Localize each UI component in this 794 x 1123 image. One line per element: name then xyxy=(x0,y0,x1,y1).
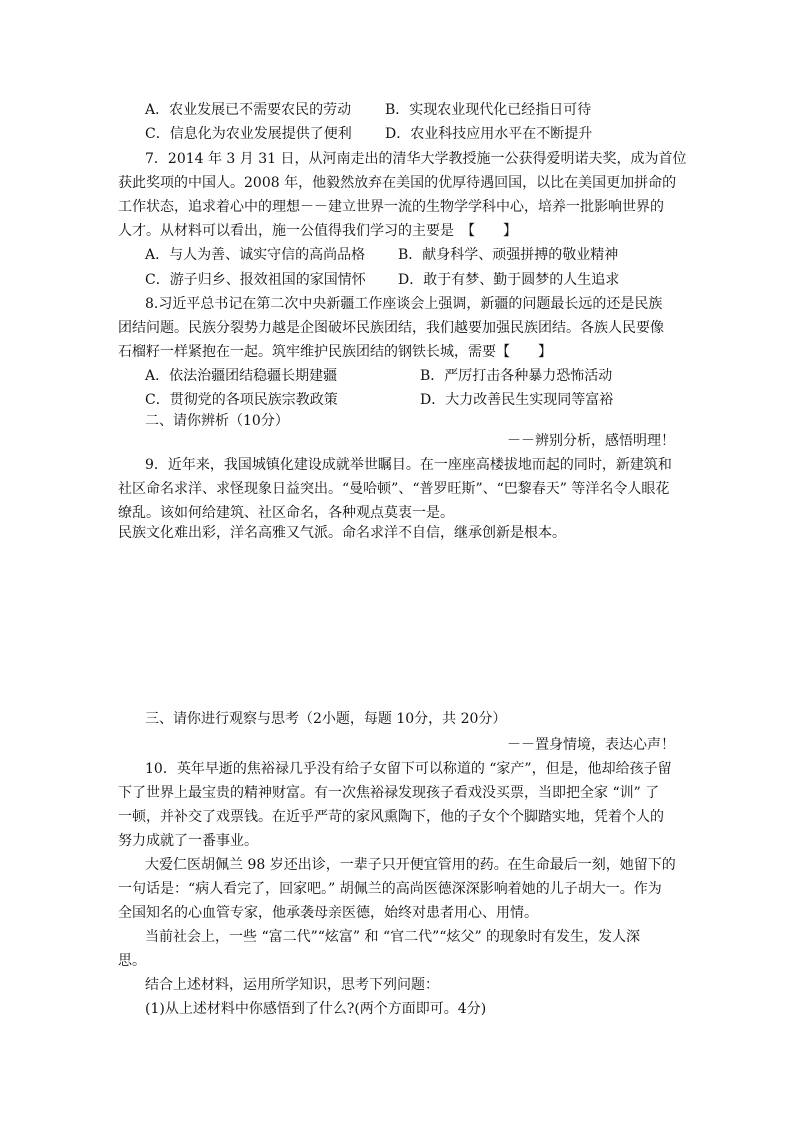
q8-text-line: 8.习近平总书记在第二次中央新疆工作座谈会上强调，新疆的问题最长远的还是民族 xyxy=(145,296,663,312)
q6-option-d: D．农业科技应用水平在不断提升 xyxy=(385,126,593,142)
q10-para2-line: 全国知名的心血管专家，他承袭母亲医德，始终对患者用心、用情。 xyxy=(118,905,538,921)
q10-subquestion-1: (1)从上述材料中你感悟到了什么?(两个方面即可。4分) xyxy=(145,1001,487,1017)
section-2-title: 二、请你辨析（10分） xyxy=(145,413,289,429)
q9-statement: 民族文化难出彩，洋名高雅又气派。命名求洋不自信，继承创新是根本。 xyxy=(118,525,566,541)
q8-text-line: 团结问题。民族分裂势力越是企图破坏民族团结，我们越要加强民族团结。各族人民要像 xyxy=(118,320,664,336)
q7-option-b: B．献身科学、顽强拼搏的敬业精神 xyxy=(398,247,619,263)
q7-option-c: C．游子归乡、报效祖国的家国情怀 xyxy=(145,272,366,288)
q8-text-line: 石榴籽一样紧抱在一起。筑牢维护民族团结的钢铁长城，需要【 】 xyxy=(118,344,552,360)
q8-option-a: A．依法治疆团结稳疆长期建疆 xyxy=(145,368,338,384)
q8-option-d: D．大力改善民生实现同等富裕 xyxy=(420,392,614,408)
q9-text-line: 9．近年来，我国城镇化建设成就举世瞩目。在一座座高楼拔地而起的同时，新建筑和 xyxy=(145,457,672,473)
q7-text-line: 工作状态，追求着心中的理想－－建立世界一流的生物学学科中心，培养一批影响世界的 xyxy=(118,199,664,215)
section-3-motto: －－置身情境，表达心声！ xyxy=(507,737,675,753)
q9-text-line: 缭乱。该如何给建筑、社区命名，各种观点莫衷一是。 xyxy=(118,505,454,521)
q7-text-line: 获此奖项的中国人。2008 年，他毅然放弃在美国的优厚待遇回国，以比在美国更加拼命的 xyxy=(118,175,677,191)
q7-option-a: A．与人为善、诚实守信的高尚品格 xyxy=(145,247,366,263)
q8-option-c: C．贯彻党的各项民族宗教政策 xyxy=(145,392,338,408)
q10-para3-line: 当前社会上，一些 “富二代”“炫富” 和 “官二代”“炫父” 的现象时有发生，发人深 xyxy=(145,929,641,945)
q6-option-b: B．实现农业现代化已经指日可待 xyxy=(385,102,592,118)
q8-option-b: B．严厉打击各种暴力恐怖活动 xyxy=(420,368,613,384)
q10-para3-line: 思。 xyxy=(118,953,146,969)
section-2-motto: －－辨别分析，感悟明理！ xyxy=(507,433,675,449)
q10-para2-line: 大爱仁医胡佩兰 98 岁还出诊，一辈子只开便宜管用的药。在生命最后一刻，她留下的 xyxy=(145,857,676,873)
q9-text-line: 社区命名求洋、求怪现象日益突出。“曼哈顿”、“普罗旺斯”、“巴黎春天” 等洋名令人眼花 xyxy=(118,481,670,497)
q7-text-line: 7．2014 年 3 月 31 日，从河南走出的清华大学教授施一公获得爱明诺夫奖，成为首位 xyxy=(145,151,687,167)
q6-option-c: C．信息化为农业发展提供了便利 xyxy=(145,126,352,142)
q10-instruction: 结合上述材料，运用所学知识，思考下列问题： xyxy=(145,977,439,993)
q10-para2-line: 一句话是：“病人看完了，回家吧。” 胡佩兰的高尚医德深深影响着她的儿子胡大一。作为 xyxy=(118,881,662,897)
q10-para1-line: 一顿，并补交了戏票钱。在近乎严苛的家风熏陶下，他的子女个个脚踏实地，凭着个人的 xyxy=(118,809,664,825)
q7-text-line: 人才。从材料可以看出，施一公值得我们学习的主要是 【 】 xyxy=(118,223,517,239)
q10-para1-line: 10．英年早逝的焦裕禄几乎没有给子女留下可以称道的 “家产”，但是，他却给孩子留 xyxy=(145,761,672,777)
q7-option-d: D．敢于有梦、勤于圆梦的人生追求 xyxy=(398,272,620,288)
q6-option-a: A．农业发展已不需要农民的劳动 xyxy=(145,102,352,118)
q10-para1-line: 下了世界上最宝贵的精神财富。有一次焦裕禄发现孩子看戏没买票，当即把全家 “训” 了 xyxy=(118,785,660,801)
section-3-title: 三、请你进行观察与思考（2小题，每题 10分，共 20分） xyxy=(145,711,507,727)
q10-para1-line: 努力成就了一番事业。 xyxy=(118,833,258,849)
